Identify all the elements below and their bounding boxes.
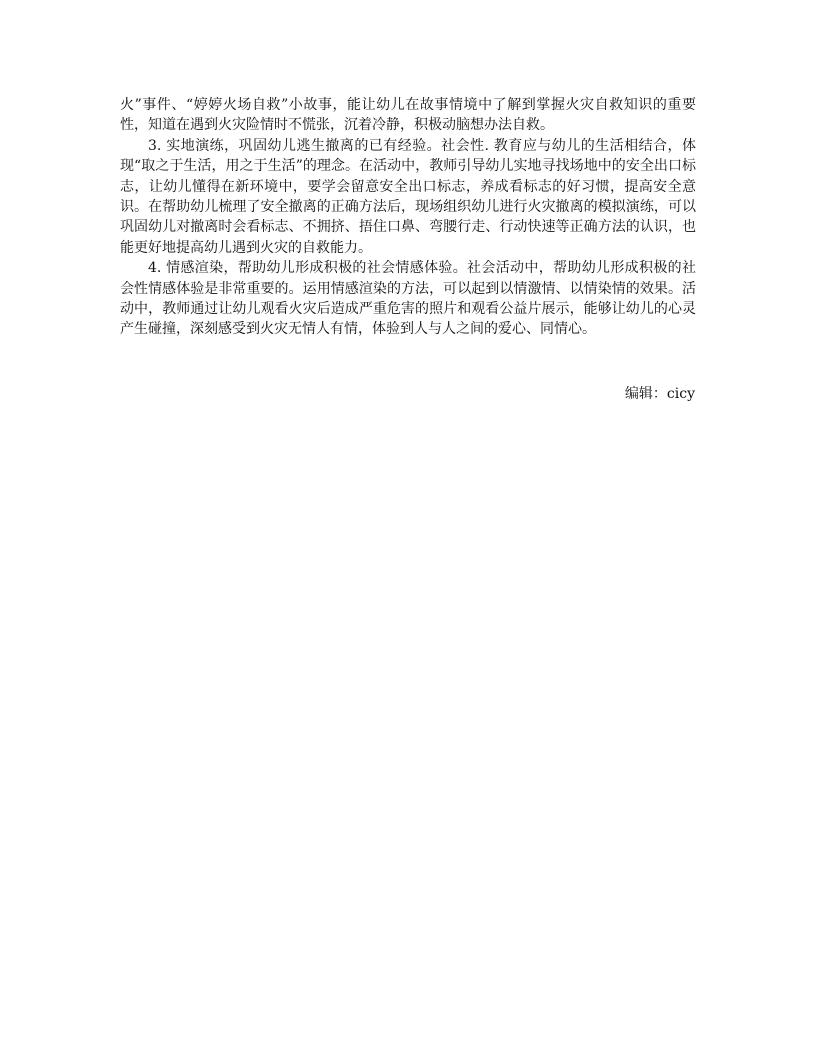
document-body	[120, 95, 696, 340]
paragraph-3-field-drill: 3. 实地演练，巩固幼儿逃生撤离的已有经验。社会性. 教育应与幼儿的生活相结合，体现“取之于生活，用之于生活”的理念。在活动中，教师引导幼儿实地寻找场地中的安全出口标志，让幼儿懂得在新环境中，要学会留意安全出口标志，养成看标志的好习惯，提高安全意识。在帮助幼儿梳理了安全撤离的正确方法后，现场组织幼儿进行火灾撤离的模拟演练，可以巩固幼儿对撤离时会看标志、不拥挤、捂住口鼻、弯腰行走、行动快速等正确方法的认识，也能更好地提高幼儿遇到火灾的自救能力。	[120, 137, 696, 256]
paragraph-4-emotional-experience: 4. 情感渲染，帮助幼儿形成积极的社会情感体验。社会活动中，帮助幼儿形成积极的社会性情感体验是非常重要的。运用情感渲染的方法，可以起到以情激情、以情染情的效果。活动中，教师通过让幼儿观看火灾后造成严重危害的照片和观看公益片展示，能够让幼儿的心灵产生碰撞，深刻感受到火灾无情人有情，体验到人与人之间的爱心、同情心。	[120, 260, 696, 338]
paragraph-continuation: 火”事件、“婷婷火场自救”小故事，能让幼儿在故事情境中了解到掌握火灾自救知识的重要性，知道在遇到火灾险情时不慌张，沉着冷静，积极动脑想办法自救。	[120, 97, 696, 134]
editor-credit: 编辑：cicy	[624, 386, 695, 402]
